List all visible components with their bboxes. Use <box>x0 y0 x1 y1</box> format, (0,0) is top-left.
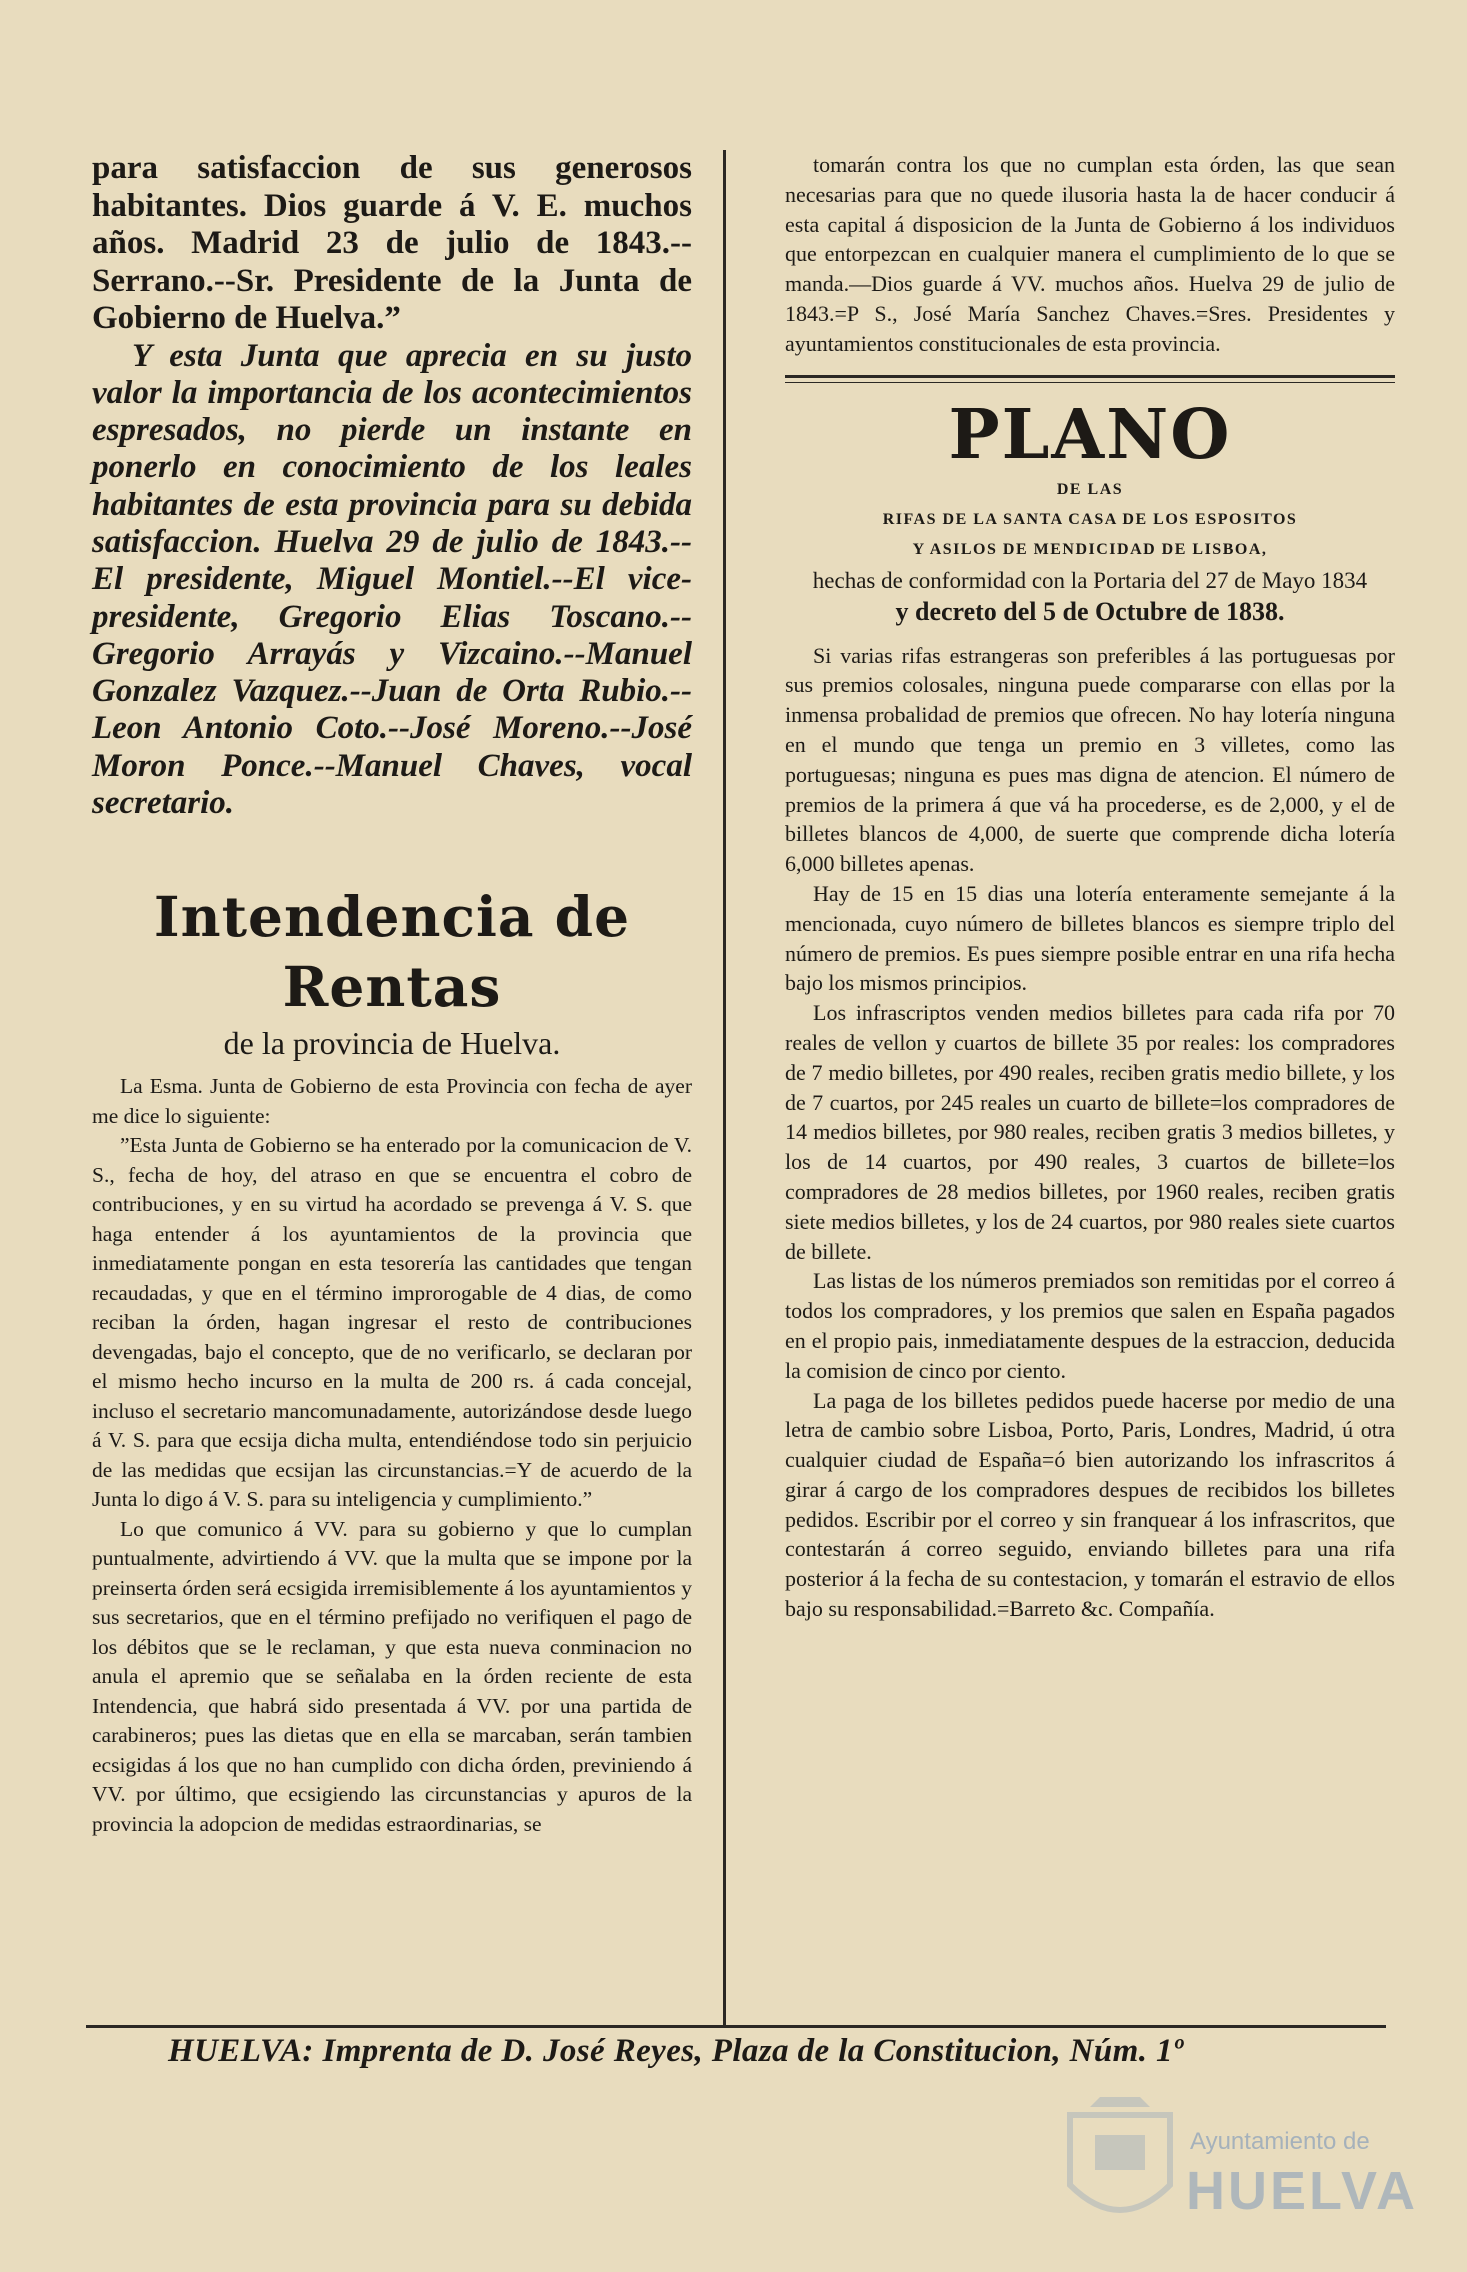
body-paragraph: Si varias rifas estrangeras son preferibles á las portuguesas por sus premios colosales, ninguna puede compararse con ellas por la inmensa probalidad de premios que ofrecen. No hay lotería ninguna en el mundo que tenga un premio en 3 villetes, como las portuguesas; ninguna es pues mas digna de atencion. El número de premios de la primera á que vá ha procederse, es de 2,000, y el de billetes blancos de 4,000, de suerte que comprende dicha lotería 6,000 billetes apenas. <box>785 642 1395 877</box>
column-divider <box>723 150 726 2025</box>
right-column <box>785 150 1395 1624</box>
body-paragraph: Lo que comunico á VV. para su gobierno y que lo cumplan puntualmente, advirtiendo á VV. que la multa que se impone por la preinserta órden será ecsigida irremisiblemente á los ayuntamientos y sus secretarios, que en el término prefijado no verifiquen el pago de los débitos que se le reclaman, y que esta nueva conminacion no anula el apremio que se señalaba en la órden reciente de esta Intendencia, que habrá sido presentada á VV. por una partida de carabineros; pues las dietas que en ella se marcaban, serán tambien ecsigidas á los que no han cumplido con dicha órden, previniendo á VV. por último, que ecsigiendo las circunstancias y apuros de la provincia la adopcion de medidas estraordinarias, se <box>92 1516 692 1836</box>
rifas-line: RIFAS DE LA SANTA CASA DE LOS ESPOSITOS <box>882 510 1298 528</box>
body-paragraph: ”Esta Junta de Gobierno se ha enterado por la comunicacion de V. S., fecha de hoy, del atraso en que se encuentra el cobro de contribuciones, y en su virtud ha acordado se prevenga á V. S. que haga entender á los ayuntamientos de la provincia que inmediatamente pongan en esta tesorería las cantidades que tengan recaudadas, y que en el término improrogable de 4 dias, de como reciban la órden, hagan ingresar el resto de contribuciones devengadas, bajo el concepto, que de no verificarlo, se declaran por el mismo hecho incurso en la multa de 200 rs. á cada concejal, incluso el secretario mancomunadamente, autorizándose desde luego á V. S. para que ecsija dicha multa, entendiéndose todo sin perjuicio de las medidas que ecsijan las circunstancias.=Y de acuerdo de la Junta lo digo á V. S. para su inteligencia y cumplimiento.” <box>92 1133 692 1512</box>
plano-title: PLANO <box>948 394 1232 475</box>
lead-paragraph: para satisfaccion de sus generosos habitantes. Dios guarde á V. E. muchos años. Madrid 23 de julio de 1843.--Serrano.--Sr. Presidente de la Junta de Gobierno de Huelva.” <box>92 150 692 336</box>
body-paragraph: Hay de 15 en 15 dias una lotería enteramente semejante á la mencionada, cuyo número de billetes blancos es siempre triplo del número de premios. Es pues siempre posible entrar en una rifa hecha bajo los mismos principios. <box>785 880 1395 996</box>
section-heading: Intendencia de Rentas <box>153 884 631 1020</box>
order-continuation: tomarán contra los que no cumplan esta órden, las que sean necesarias para que no quede ilusoria hasta la de hacer conducir á esta capital á disposicion de la Junta de Gobierno á los individuos que entorpezcan en cualquier manera el cumplimiento de lo que se manda.—Dios guarde á VV. muchos años. Huelva 29 de julio de 1843.=P S., José María Sanchez Chaves.=Sres. Presidentes y ayuntamientos constitucionales de esta provincia. <box>785 152 1395 356</box>
body-paragraph: La paga de los billetes pedidos puede hacerse por medio de una letra de cambio sobre Lisboa, Porto, Paris, Londres, Madrid, ú otra cualquier ciudad de España=ó bien autorizando los infrascritos á girar á cargo de los compradores despues de recibidos los billetes pedidos. Escribir por el correo y sin franquear á los infrascritos, que contestarán á correo seguido, enviando billetes para una rifa posterior á la fecha de su contestacion, y tomarán el estravio de ellos bajo su responsabilidad.=Barreto &c. Compañía. <box>785 1387 1395 1622</box>
asilos-line: Y ASILOS DE MENDICIDAD DE LISBOA, <box>912 540 1268 558</box>
body-paragraph: Los infrascriptos venden medios billetes para cada rifa por 70 reales de vellon y cuartos de billete 35 por reales: los compradores de 7 medio billetes, por 490 reales, reciben gratis medio billete, y los de 7 cuartos, por 245 reales un cuarto de billete=los compradores de 14 medios billetes, por 980 reales, reciben gratis 3 medios billetes, y los de 14 cuartos, por 490 reales, 3 cuartos de billete=los compradores de 28 medios billetes, por 1960 reales, reciben gratis siete medios billetes, y los de 24 cuartos, por 980 reales siete cuartos de billete. <box>785 1000 1395 1264</box>
junta-announcement: Y esta Junta que aprecia en su justo valor la importancia de los acontecimientos espresados, no pierde un instante en ponerlo en conocimiento de los leales habitantes de esta provincia para su debida satisfaccion. Huelva 29 de julio de 1843.--El presidente, Miguel Montiel.--El vice-presidente, Gregorio Elias Toscano.--Gregorio Arrayás y Vizcaino.--Manuel Gonzalez Vazquez.--Juan de Orta Rubio.--Leon Antonio Coto.--José Moreno.--José Moron Ponce.--Manuel Chaves, vocal secretario. <box>92 337 692 822</box>
watermark-line2: HUELVA <box>1186 2161 1418 2221</box>
section-rule <box>785 375 1395 383</box>
de-las-line: DE LAS <box>1056 480 1124 498</box>
watermark-line1: Ayuntamiento de <box>1190 2128 1370 2155</box>
left-column <box>92 150 692 1839</box>
decreto-line: y decreto del 5 de Octubre de 1838. <box>895 596 1285 626</box>
footer-rule <box>86 2025 1386 2028</box>
portaria-line: hechas de conformidad con la Portaria del 27 de Mayo 1834 <box>812 567 1368 593</box>
body-paragraph: La Esma. Junta de Gobierno de esta Provincia con fecha de ayer me dice lo siguiente: <box>92 1074 692 1128</box>
section-subheading: de la provincia de Huelva. <box>223 1025 561 1062</box>
printer-imprint: HUELVA: Imprenta de D. José Reyes, Plaza de la Constitucion, Núm. 1º <box>168 2033 1184 2069</box>
body-paragraph: Las listas de los números premiados son remitidas por el correo á todos los compradores, y los premios que salen en España pagados en el propio pais, inmediatamente despues de la estraccion, deducida la comision de cinco por ciento. <box>785 1268 1395 1383</box>
